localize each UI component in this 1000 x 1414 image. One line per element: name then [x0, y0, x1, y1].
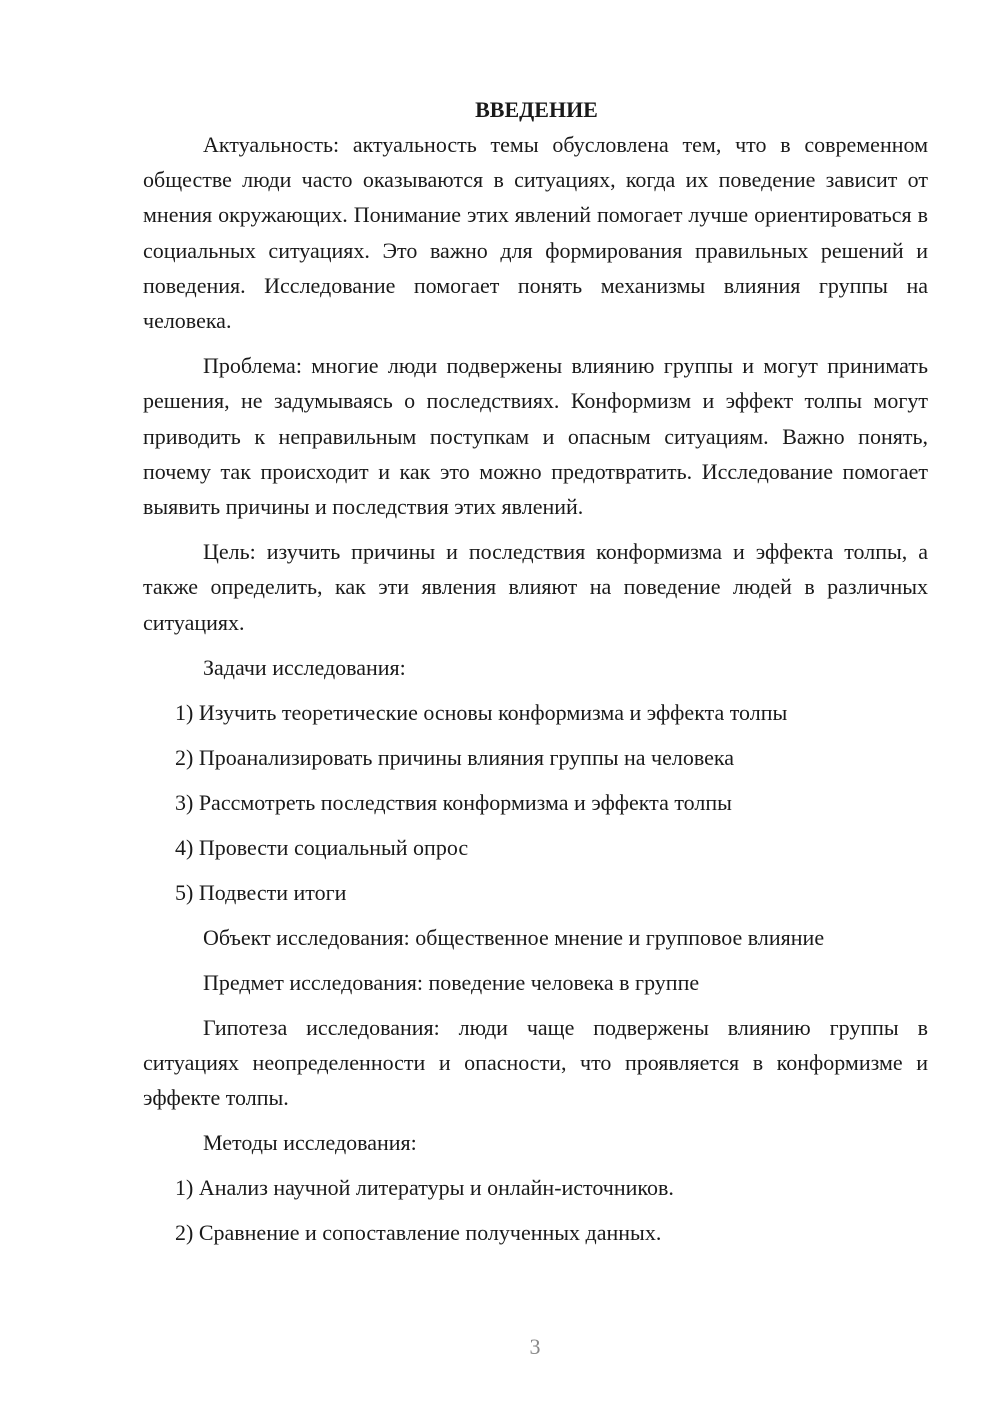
page-number: 3 — [529, 1334, 541, 1359]
task-item-1: 1) Изучить теоретические основы конформизма и эффекта толпы — [175, 699, 788, 725]
tasks-heading: Задачи исследования: — [203, 654, 406, 680]
research-object: Объект исследования: общественное мнение и групповое влияние — [203, 924, 825, 950]
task-item-5: 5) Подвести итоги — [175, 879, 347, 905]
document-page — [143, 94, 928, 1260]
method-item-2: 2) Сравнение и сопоставление полученных данных. — [175, 1220, 662, 1246]
task-item-3: 3) Рассмотреть последствия конформизма и эффекта толпы — [175, 789, 732, 815]
method-item-1: 1) Анализ научной литературы и онлайн-источников. — [175, 1175, 674, 1201]
hypothesis-paragraph: Гипотеза исследования: люди чаще подвержены влиянию группы в ситуациях неопределенности и опасности, что проявляется в конформизме и эффекте толпы. — [143, 1014, 928, 1111]
task-item-2: 2) Проанализировать причины влияния группы на человека — [175, 744, 734, 770]
task-item-4: 4) Провести социальный опрос — [175, 834, 469, 860]
relevance-paragraph: Актуальность: актуальность темы обусловлена тем, что в современном обществе люди часто оказываются в ситуациях, когда их поведение зависит от мнения окружающих. Понимание этих явлений помогает лучше ориентироваться в социальных ситуациях. Это важно для формирования правильных решений и поведения. Исследование помогает понять механизмы влияния группы на человека. — [143, 132, 928, 334]
page-title: ВВЕДЕНИЕ — [475, 97, 598, 122]
problem-paragraph: Проблема: многие люди подвержены влиянию группы и могут принимать решения, не задумываясь о последствиях. Конформизм и эффект толпы могут приводить к неправильным поступкам и опасным ситуациям. Важно понять, почему так происходит и как это можно предотвратить. Исследование помогает выявить причины и последствия этих явлений. — [143, 353, 928, 520]
research-subject: Предмет исследования: поведение человека в группе — [203, 969, 700, 995]
goal-paragraph: Цель: изучить причины и последствия конформизма и эффекта толпы, а также определить, как эти явления влияют на поведение людей в различных ситуациях. — [143, 539, 928, 635]
methods-heading: Методы исследования: — [203, 1130, 417, 1156]
